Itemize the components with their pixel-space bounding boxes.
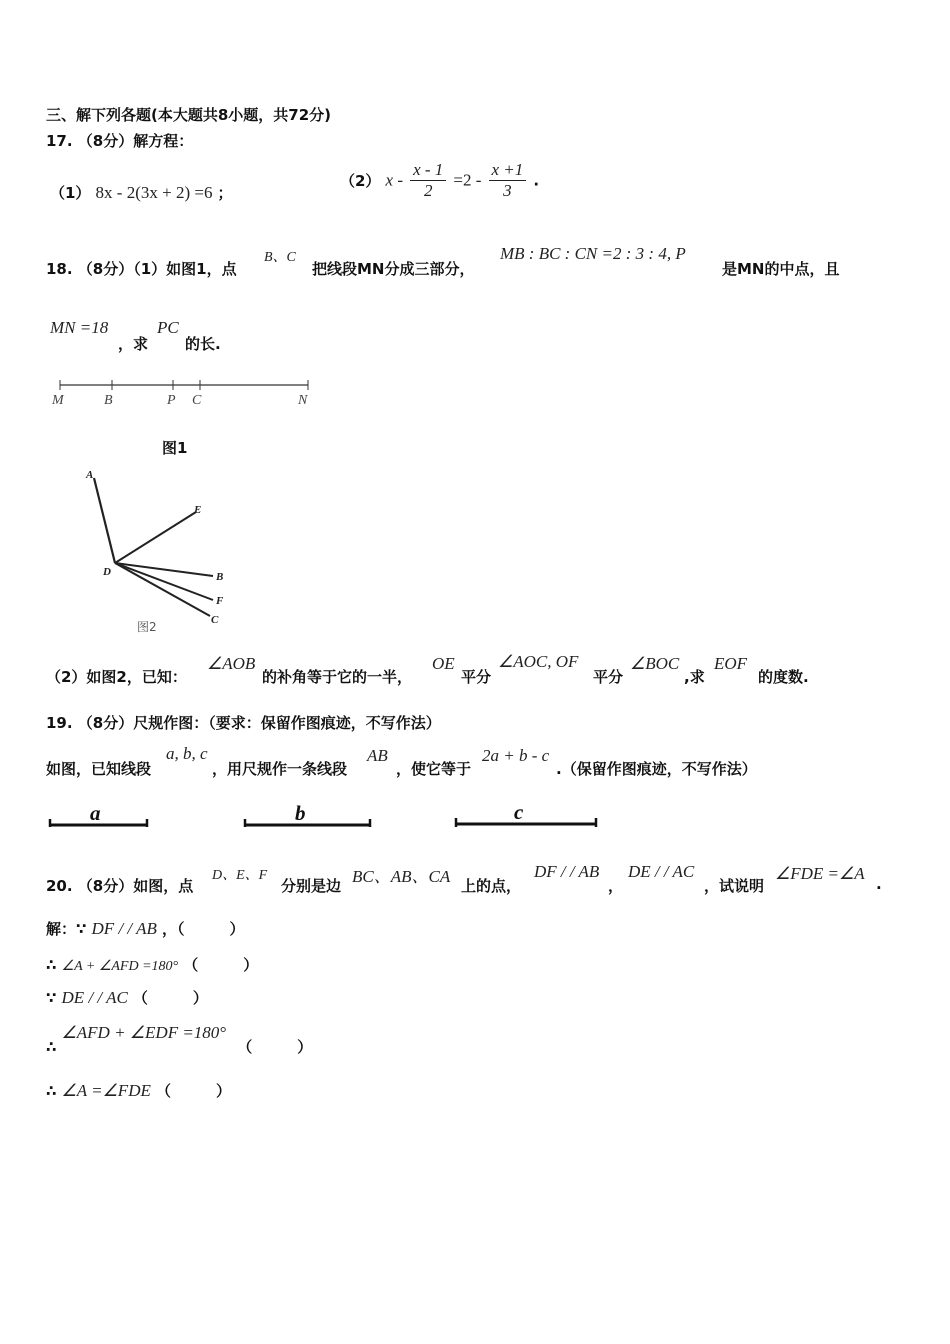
label-b2: B: [216, 571, 224, 583]
q18-angle-aob: ∠AOB: [207, 654, 256, 673]
q18-angle-aoc-of: ∠AOC, OF: [498, 652, 579, 671]
q20-sides: BC、AB、CA: [352, 867, 451, 886]
figure-1-caption: 图1: [162, 439, 188, 457]
q18-ratio: MB : BC : CN =2 : 3 : 4, P: [500, 244, 686, 263]
proof-step-2-expression: ∠A + ∠AFD =180°: [61, 959, 179, 974]
q17-part1-end: ；: [217, 184, 233, 202]
proof-step-1-reason-blank: ，（ ）: [161, 920, 245, 938]
segment-b-label: b: [295, 801, 306, 825]
proof-step-1-expression: DF / / AB: [91, 919, 157, 938]
q20-goal: ∠FDE =∠A: [775, 864, 865, 883]
proof-step-3-symbol: ∵: [46, 989, 57, 1007]
proof-step-2: [46, 954, 258, 975]
label-f: F: [216, 595, 224, 607]
q17-header: 17. （8分）解方程：: [46, 132, 194, 150]
q18-angle-boc: ∠BOC: [630, 654, 680, 673]
q19-header: 19. （8分）尺规作图：（要求：保留作图痕迹，不写作法）: [46, 714, 441, 732]
q19-text-4: .（保留作图痕迹，不写作法）: [556, 760, 757, 778]
q20-header: 20. （8分）如图，点: [46, 877, 194, 895]
figure-1-segment: [40, 372, 330, 412]
proof-step-3-reason-blank: （ ）: [132, 989, 208, 1007]
q17-part1: [50, 182, 233, 203]
label-d: D: [103, 566, 111, 578]
label-a: A: [86, 469, 94, 481]
q20-df-parallel-ab: DF / / AB: [534, 862, 600, 881]
q17-part2-x: x -: [385, 170, 403, 190]
q18-text-1: 把线段MN分成三部分，: [312, 260, 475, 278]
section-title: 三、解下列各题(本大题共8小题，共72分): [46, 106, 332, 124]
q20-text-1: 分别是边: [281, 877, 342, 895]
proof-step-1: [46, 918, 244, 939]
proof-step-5-symbol: ∴: [46, 1082, 57, 1100]
q18-part2-intro: （2）如图2，已知：: [46, 668, 187, 686]
q18-eof: EOF: [714, 654, 748, 673]
q19-given-segments: [40, 800, 610, 840]
q17-fraction-1-numerator: x - 1: [410, 160, 446, 181]
q17-fraction-2-denominator: 3: [503, 181, 512, 200]
q18-part2-text-d: 平分: [593, 668, 624, 686]
proof-step-5-reason-blank: （ ）: [155, 1082, 231, 1100]
figure-2-angles: [80, 462, 240, 642]
segment-a-label: a: [90, 801, 101, 825]
q18-text-4: 的长.: [185, 335, 221, 353]
q17-fraction-2: [489, 160, 527, 201]
label-n: N: [298, 393, 308, 408]
q17-part1-equation: 8x - 2(3x + 2) =6: [95, 183, 213, 202]
q17-fraction-1: [410, 160, 446, 201]
segment-c: [456, 800, 596, 827]
q17-part1-label: （1）: [50, 184, 91, 202]
proof-step-2-reason-blank: （ ）: [183, 956, 259, 974]
label-c2: C: [211, 614, 219, 626]
q17-fraction-2-numerator: x +1: [489, 160, 527, 181]
segment-c-label: c: [514, 800, 524, 824]
q18-text-2: 是MN的中点，且: [722, 260, 840, 278]
q17-part2-end: .: [533, 171, 540, 190]
proof-step-5: [46, 1080, 231, 1101]
label-b: B: [104, 393, 113, 408]
q19-segments-abc: a, b, c: [166, 744, 208, 763]
q20-de-parallel-ac: DE / / AC: [628, 862, 695, 881]
q17-fraction-1-denominator: 2: [423, 181, 433, 200]
proof-step-5-expression: ∠A =∠FDE: [61, 1081, 151, 1100]
q20-text-2: 上的点，: [461, 877, 522, 895]
label-e: E: [194, 504, 202, 516]
q19-expression: 2a + b - c: [482, 746, 550, 765]
segment-a: [50, 801, 147, 827]
q17-part2-label: （2）: [340, 172, 381, 190]
proof-step-4-expression: ∠AFD + ∠EDF =180°: [61, 1023, 227, 1042]
proof-step-4-reason-blank: （ ）: [237, 1038, 313, 1056]
q17-part2-mid: =2 -: [453, 170, 482, 190]
q20-points-def: D、E、F: [212, 868, 268, 883]
q19-text-2: ，用尺规作一条线段: [212, 760, 348, 778]
q20-end: .: [876, 875, 882, 893]
proof-step-4-symbol: ∴: [46, 1038, 57, 1056]
proof-step-1-symbol: 解：∵: [46, 920, 87, 938]
ray-da: [94, 478, 115, 563]
q18-points-bc: B、C: [264, 250, 296, 265]
q20-text-3: ，试说明: [704, 877, 765, 895]
q17-part2: [340, 160, 539, 201]
ray-de: [115, 512, 196, 563]
q18-text-3: ，求: [118, 335, 149, 353]
label-c: C: [192, 393, 202, 408]
proof-step-4: [46, 1022, 313, 1056]
q18-part2-text-f: 的度数.: [758, 668, 809, 686]
label-p: P: [167, 393, 176, 408]
q18-part2-text-e: ,求: [684, 668, 705, 686]
q19-text-1: 如图，已知线段: [46, 760, 152, 778]
q19-text-3: ，使它等于: [396, 760, 472, 778]
q18-oe: OE: [432, 654, 455, 673]
q18-header: 18. （8分）（1）如图1，点: [46, 260, 237, 278]
proof-step-3-expression: DE / / AC: [61, 988, 128, 1007]
q18-part2-text-c: 平分: [461, 668, 492, 686]
q20-comma: ，: [608, 877, 624, 895]
q19-ab: AB: [367, 746, 388, 765]
ray-dc: [115, 563, 210, 616]
q18-pc: PC: [157, 318, 179, 337]
proof-step-3: [46, 987, 208, 1008]
q18-part2-text-b: 的补角等于它的一半，: [262, 668, 413, 686]
label-m: M: [52, 393, 64, 408]
proof-step-2-symbol: ∴: [46, 956, 57, 974]
segment-b: [245, 801, 370, 827]
q18-mn-value: MN =18: [50, 318, 109, 337]
figure-2-caption: 图2: [137, 620, 157, 634]
